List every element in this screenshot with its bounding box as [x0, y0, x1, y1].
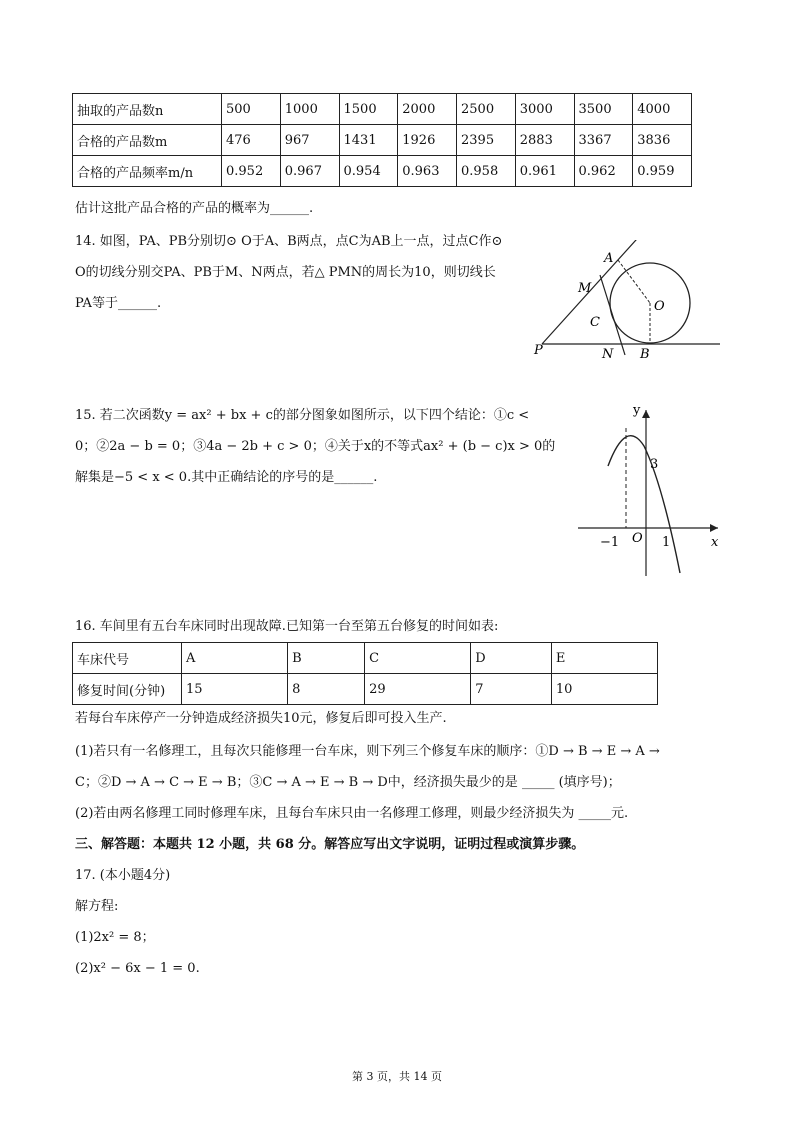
table-row	[73, 674, 658, 705]
table-cell: 2395	[457, 125, 516, 156]
table-cell: 2000	[398, 94, 457, 125]
table-cell: 10	[551, 674, 657, 705]
table-cell: 15	[182, 674, 288, 705]
q14-line2: O的切线分别交PA、PB于M、N两点，若△ PMN的周长为10，则切线长	[75, 265, 496, 280]
label-1: 1	[662, 535, 671, 550]
q17-equation1: (1)2x² = 8；	[75, 930, 155, 945]
label-p: P	[534, 343, 543, 358]
y-arrow-icon	[642, 410, 650, 418]
label-a: A	[604, 251, 614, 266]
label-x: x	[711, 535, 719, 550]
q14-line1: 14. 如图，PA、PB分别切⊙ O于A、B两点，点C为AB上一点，过点C作⊙	[75, 234, 503, 249]
q16-part1a: (1)若只有一名修理工，且每次只能修理一台车床，则下列三个修复车床的顺序：①D → B → E → A →	[75, 744, 660, 759]
table-cell: 1000	[280, 94, 339, 125]
q15-line1: 15. 若二次函数y = ax² + bx + c的部分图象如图所示，以下四个结论：①c <	[75, 408, 530, 423]
label-o: O	[654, 299, 665, 314]
q16-note: 若每台车床停产一分钟造成经济损失10元，修复后即可投入生产.	[75, 711, 447, 726]
table-cell: 0.954	[339, 156, 398, 187]
table-cell: 3367	[574, 125, 633, 156]
tangent-mn	[600, 275, 625, 355]
label-c: C	[590, 315, 600, 330]
label-3: 3	[650, 457, 659, 472]
table-row	[73, 643, 658, 674]
q17-task: 解方程:	[75, 899, 119, 914]
table-row	[73, 94, 692, 125]
table-cell: 500	[222, 94, 281, 125]
table-cell: 1926	[398, 125, 457, 156]
table-cell: 476	[222, 125, 281, 156]
table-cell: 8	[288, 674, 365, 705]
table-cell: 3500	[574, 94, 633, 125]
parabola-curve	[608, 436, 680, 573]
q17-equation2: (2)x² − 6x − 1 = 0.	[75, 961, 200, 976]
label-neg1: −1	[600, 535, 620, 550]
table-cell: 0.952	[222, 156, 281, 187]
x-arrow-icon	[710, 524, 718, 532]
table-cell: 967	[280, 125, 339, 156]
table-cell: 3000	[515, 94, 574, 125]
table-cell: 2883	[515, 125, 574, 156]
q17-title: 17. (本小题4分)	[75, 868, 171, 883]
table-cell: A	[182, 643, 288, 674]
table-cell: 7	[471, 674, 552, 705]
table-row	[73, 156, 692, 187]
table-cell: 3836	[633, 125, 692, 156]
label-y: y	[633, 403, 641, 418]
table-row	[73, 125, 692, 156]
page-footer: 第 3 页，共 14 页	[352, 1070, 442, 1083]
section-three-heading: 三、解答题：本题共 12 小题，共 68 分。解答应写出文字说明，证明过程或演算步骤。	[75, 837, 585, 852]
q15-line3: 解集是−5 < x < 0.其中正确结论的序号的是______.	[75, 470, 378, 485]
table-cell: 抽取的产品数n	[73, 94, 222, 125]
q13-tail: 估计这批产品合格的产品的概率为______.	[75, 201, 314, 216]
table-cell: 修复时间(分钟)	[73, 674, 182, 705]
frequency-table	[72, 93, 692, 187]
table-cell: 29	[365, 674, 471, 705]
table-cell: 2500	[457, 94, 516, 125]
table-cell: 1431	[339, 125, 398, 156]
label-m: M	[578, 281, 592, 296]
table-cell: 1500	[339, 94, 398, 125]
table-cell: 0.962	[574, 156, 633, 187]
table-cell: 合格的产品频率m/n	[73, 156, 222, 187]
table-cell: 0.967	[280, 156, 339, 187]
parabola-figure	[570, 398, 730, 583]
table-cell: 0.963	[398, 156, 457, 187]
q15-line2: 0；②2a − b = 0；③4a − 2b + c > 0；④关于x的不等式ax² + (b − c)x > 0的	[75, 439, 556, 454]
table-cell: 0.959	[633, 156, 692, 187]
table-cell: 4000	[633, 94, 692, 125]
label-o2: O	[632, 531, 643, 546]
table-cell: 车床代号	[73, 643, 182, 674]
label-b: B	[640, 347, 650, 362]
repair-time-table	[72, 642, 658, 705]
table-cell: 0.961	[515, 156, 574, 187]
table-cell: E	[551, 643, 657, 674]
label-n: N	[602, 347, 614, 362]
q16-part2: (2)若由两名修理工同时修理车床，且每台车床只由一名修理工修理，则最少经济损失为 _____元.	[75, 806, 629, 821]
table-cell: 合格的产品数m	[73, 125, 222, 156]
table-cell: B	[288, 643, 365, 674]
q16-part1b: C；②D → A → C → E → B；③C → A → E → B → D中，经济损失最少的是 _____ (填序号)；	[75, 775, 621, 790]
table-cell: 0.958	[457, 156, 516, 187]
table-cell: C	[365, 643, 471, 674]
q14-line3: PA等于______.	[75, 296, 162, 311]
tangent-circle-figure	[530, 240, 730, 370]
q16-intro: 16. 车间里有五台车床同时出现故障.已知第一台至第五台修复的时间如表:	[75, 619, 499, 634]
table-cell: D	[471, 643, 552, 674]
